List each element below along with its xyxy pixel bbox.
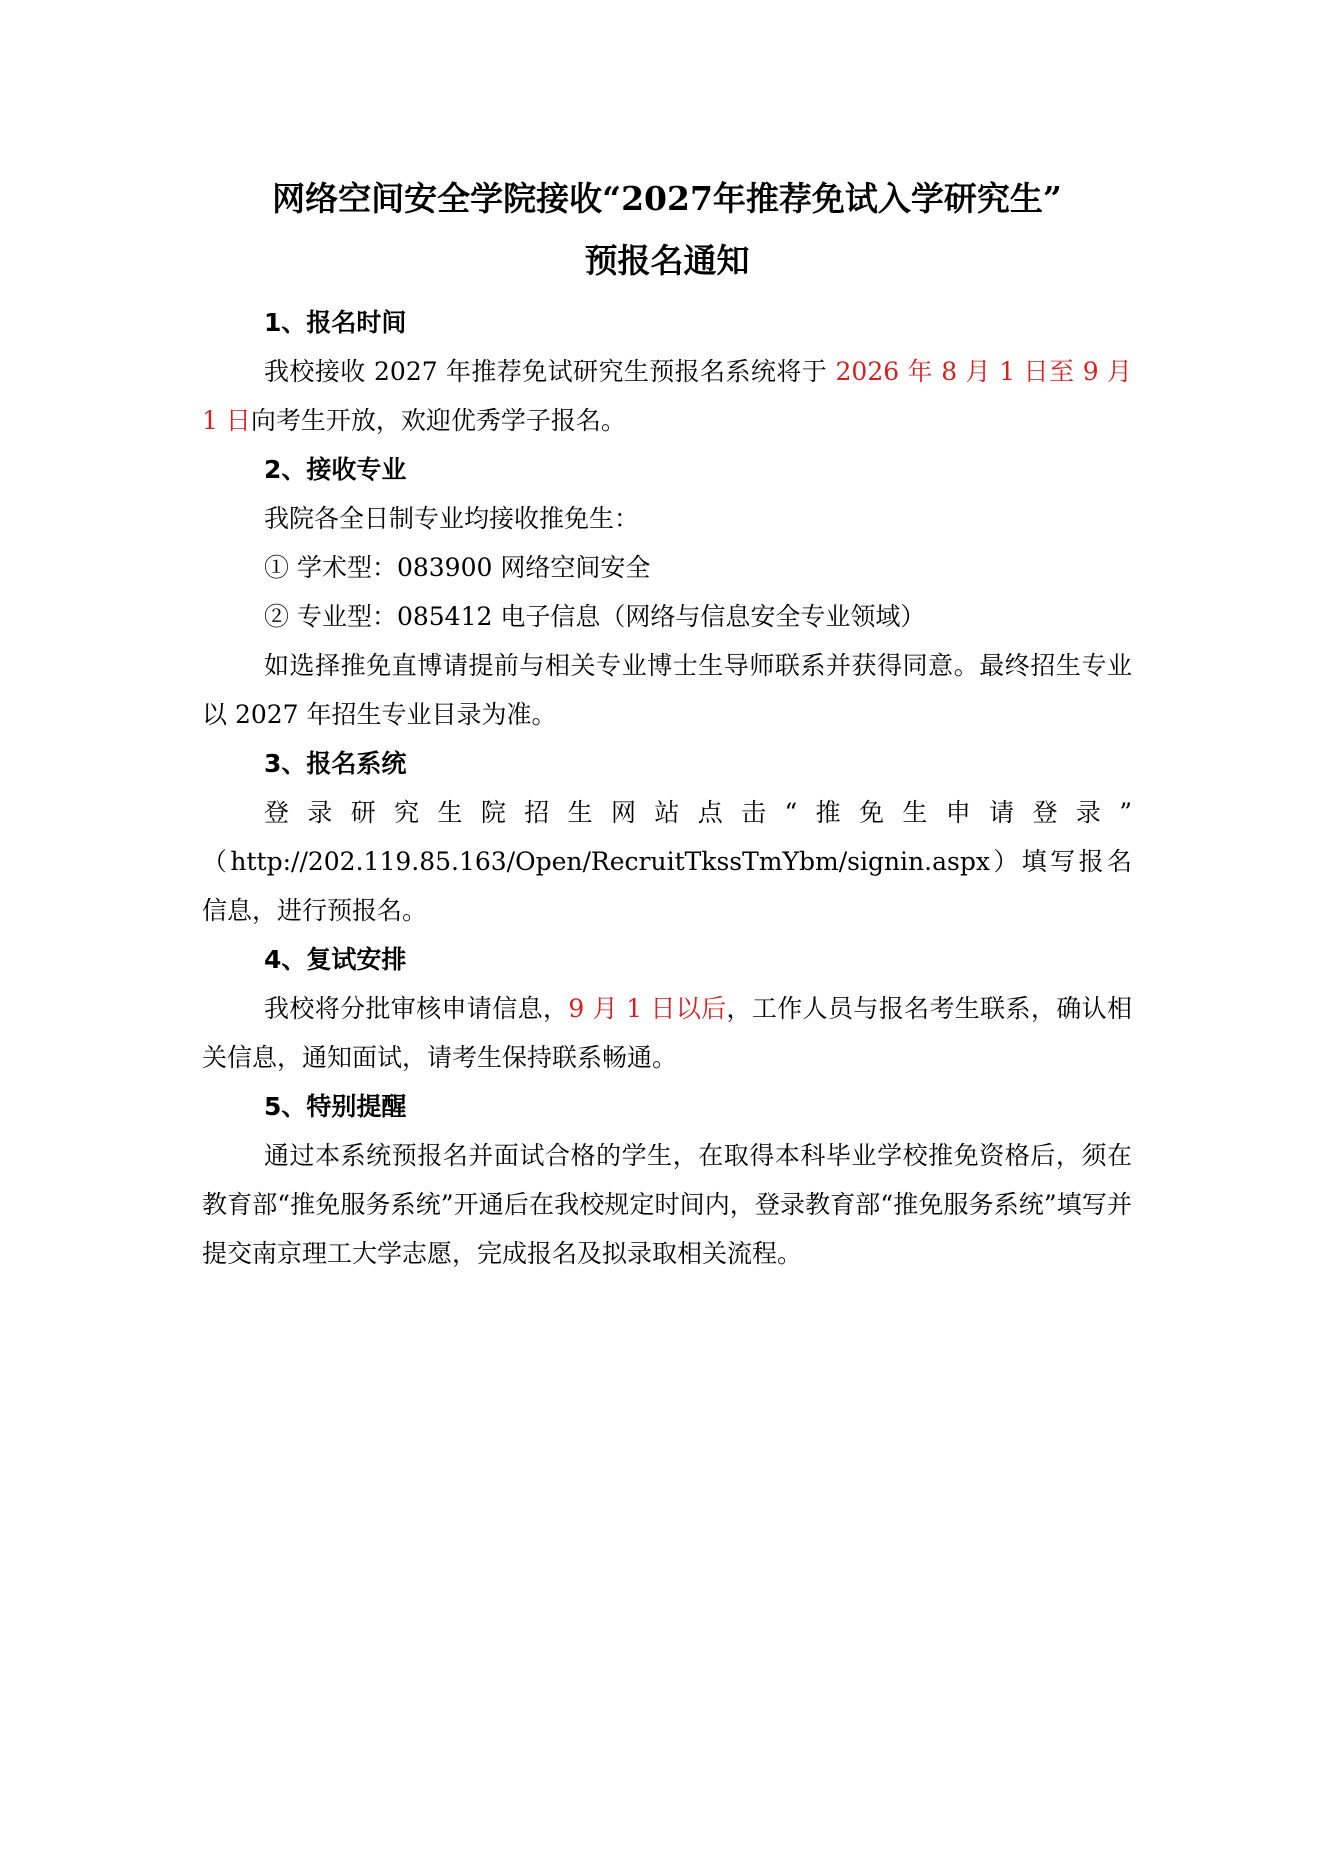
section5-heading: 5、特别提醒 xyxy=(264,1092,407,1121)
section3-line1: 登录研究生院招生网站点击“推免生申请登录” xyxy=(264,798,1132,827)
section1-text-before: 我校接收 2027 年推荐免试研究生预报名系统将于 xyxy=(264,357,836,386)
section4-paragraph xyxy=(202,984,1132,1082)
section1-heading: 1、报名时间 xyxy=(264,308,407,337)
section2-note: 如选择推免直博请提前与相关专业博士生导师联系并获得同意。最终招生专业以 2027 年招生专业目录为准。 xyxy=(202,651,1132,729)
section4-text-before: 我校将分批审核申请信息， xyxy=(264,994,569,1023)
section2-heading: 2、接收专业 xyxy=(264,455,407,484)
document-title-line1: 网络空间安全学院接收“2027年推荐免试入学研究生” xyxy=(272,179,1062,218)
section1-highlight-dates: 2026 年 8 月 1 日至 9 月 1 日 xyxy=(202,357,1133,435)
document-title-line2: 预报名通知 xyxy=(584,241,750,280)
section2-item-professional: ② 专业型：085412 电子信息（网络与信息安全专业领域） xyxy=(264,602,926,631)
section2-intro: 我院各全日制专业均接收推免生： xyxy=(264,504,640,533)
section1-paragraph xyxy=(202,347,1132,445)
section4-heading: 4、复试安排 xyxy=(264,945,407,974)
section3-link-line: （http://202.119.85.163/Open/RecruitTkssTmYbm/signin.aspx）填写报名信息，进行预报名。 xyxy=(202,847,1132,925)
document-content xyxy=(202,168,1132,1278)
section4-text-after: ，工作人员与报名考生联系，确认相关信息，通知面试，请考生保持联系畅通。 xyxy=(202,994,1132,1072)
section4-highlight-date: 9 月 1 日以后 xyxy=(568,994,727,1023)
section2-item-academic: ① 学术型：083900 网络空间安全 xyxy=(264,553,651,582)
section5-paragraph: 通过本系统预报名并面试合格的学生，在取得本科毕业学校推免资格后，须在教育部“推免服务系统”开通后在我校规定时间内，登录教育部“推免服务系统”填写并提交南京理工大学志愿，完成报名及拟录取相关流程。 xyxy=(202,1141,1132,1268)
section3-heading: 3、报名系统 xyxy=(264,749,407,778)
section1-text-after: 向考生开放，欢迎优秀学子报名。 xyxy=(250,406,626,435)
